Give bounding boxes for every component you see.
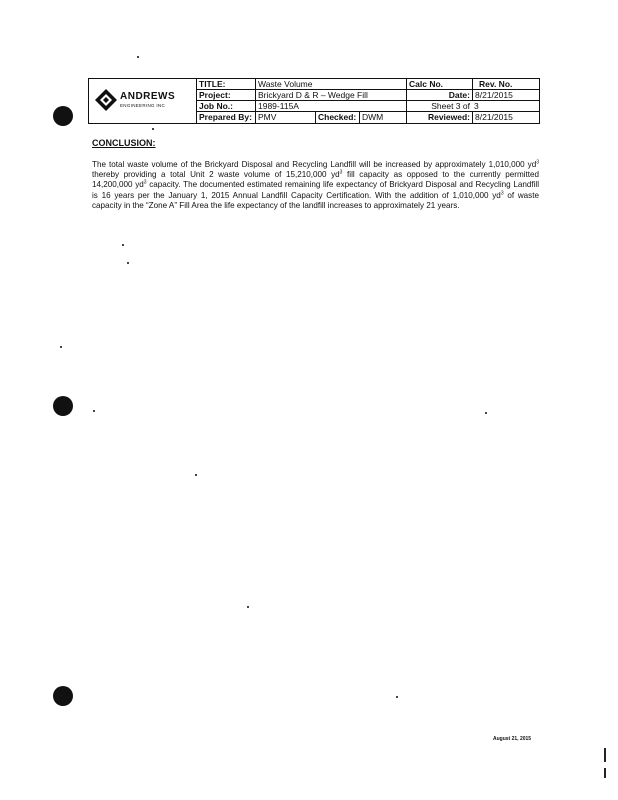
paragraph-text: of waste capacity in the “Zone A” Fill Area the life expectancy of the landfill increases to approximately 21 years. — [92, 190, 539, 210]
scan-speck — [485, 412, 487, 414]
job-row — [197, 101, 539, 112]
cubic-superscript: 3 — [339, 169, 343, 176]
date-label: Date: — [406, 90, 472, 100]
title-label: TITLE: — [199, 79, 226, 89]
job-no-value: 1989-115A — [255, 101, 406, 111]
prepared-by-value: PMV — [255, 112, 315, 123]
title-block-grid — [197, 79, 539, 123]
logo-diamond-icon — [95, 89, 117, 111]
scan-speck — [137, 56, 139, 58]
paragraph-text: thereby providing a total Unit 2 waste volume of 15,210,000 yd — [92, 170, 340, 180]
calc-no-label: Calc No. — [406, 79, 472, 89]
project-row — [197, 90, 539, 101]
company-name: ANDREWS — [120, 91, 176, 102]
paragraph-text: fill capacity as opposed to the currently permitted 14,200,000 yd — [92, 170, 539, 190]
project-value: Brickyard D & R – Wedge Fill — [255, 90, 406, 100]
punch-hole — [53, 686, 73, 706]
checked-label: Checked: — [315, 112, 359, 123]
punch-hole — [53, 106, 73, 126]
scan-mark — [604, 748, 606, 762]
conclusion-paragraph — [92, 160, 539, 211]
rev-no-label: Rev. No. — [472, 79, 539, 89]
conclusion-heading: CONCLUSION: — [92, 138, 156, 148]
date-value: 8/21/2015 — [472, 90, 539, 100]
punch-hole — [53, 396, 73, 416]
job-no-label: Job No.: — [199, 101, 233, 111]
scan-speck — [195, 474, 197, 476]
scan-speck — [60, 346, 62, 348]
paragraph-text: The total waste volume of the Brickyard Disposal and Recycling Landfill will be increased by approximately 1,010,000 yd — [92, 160, 537, 169]
scan-speck — [127, 262, 129, 264]
footer-date: August 21, 2015 — [493, 736, 532, 742]
sheet-label: Sheet 3 of — [406, 101, 472, 111]
scan-speck — [152, 128, 154, 130]
project-label: Project: — [199, 90, 231, 100]
prepared-row — [197, 112, 539, 123]
company-tagline: ENGINEERING INC — [120, 103, 166, 108]
title-block — [88, 78, 540, 124]
reviewed-value: 8/21/2015 — [472, 112, 539, 123]
title-value: Waste Volume — [255, 79, 406, 89]
company-logo — [89, 79, 197, 123]
scan-speck — [396, 696, 398, 698]
scan-speck — [93, 410, 95, 412]
sheet-total: 3 — [474, 101, 479, 111]
title-row — [197, 79, 539, 90]
paragraph-text: capacity. The documented estimated remaining life expectancy of Brickyard Disposal and Recycling Landfill is 16 years per the January 1, 2015 Annual Landfill Capacity Certification. With the addition of 1,010,000 yd — [92, 180, 539, 200]
scan-speck — [247, 606, 249, 608]
reviewed-label: Reviewed: — [406, 112, 472, 123]
prepared-by-label: Prepared By: — [199, 112, 252, 122]
checked-value: DWM — [359, 112, 406, 123]
cubic-superscript: 3 — [500, 189, 504, 196]
cubic-superscript: 3 — [143, 179, 147, 186]
scan-speck — [122, 244, 124, 246]
cubic-superscript: 3 — [536, 159, 539, 166]
scan-mark — [604, 768, 606, 778]
